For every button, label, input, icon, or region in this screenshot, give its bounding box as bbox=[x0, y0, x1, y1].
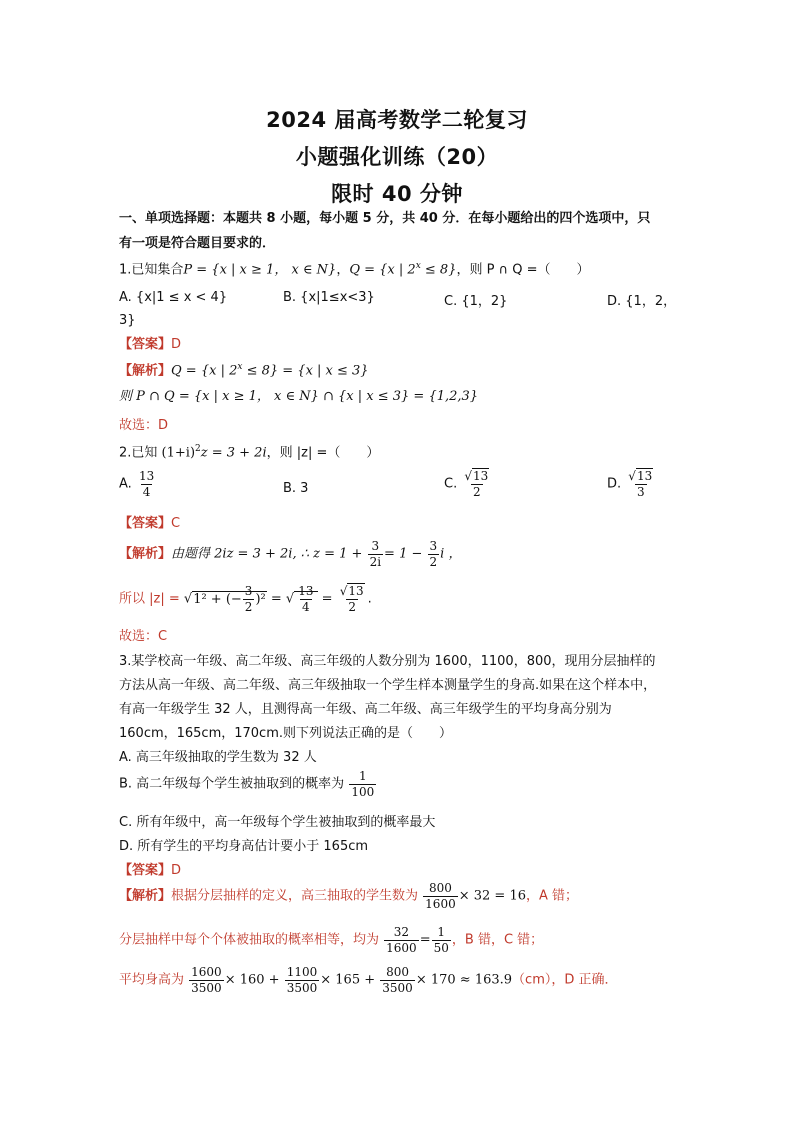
q3-analysis-2: 分层抽样中每个个体被抽取的概率相等，均为 $\frac{32}{1600}$ = $\frac{1}{50}$ ，B 错，C 错； bbox=[119, 925, 544, 955]
q2-conclusion: 故选：C bbox=[119, 629, 168, 644]
q1-option-d: D. {1，2， bbox=[607, 294, 677, 309]
section-heading-line-1: 一、单项选择题：本题共 8 小题，每小题 5 分，共 40 分．在每小题给出的四个选项中，只 bbox=[119, 211, 651, 226]
q2-stem: 2.已知 $(1+i)^2z = 3 + 2i$，则 |z| =（ ） bbox=[119, 444, 380, 461]
q2-answer: 【答案】C bbox=[119, 516, 181, 531]
q3-stem-1: 3.某学校高一年级、高二年级、高三年级的人数分别为 1600，1100，800，现用分层抽样的 bbox=[119, 654, 656, 669]
q1-analysis-1: 【解析】Q = {x | $2^x \le 8\} = \{x$ | x ≤ 3} bbox=[119, 362, 369, 379]
title-line-3: 限时 40 分钟 bbox=[331, 182, 463, 206]
title-line-2: 小题强化训练（20） bbox=[295, 145, 499, 169]
q1-analysis-2: 则 P ∩ Q = {x | x ≥ 1， x ∈ N} ∩ {x | x ≤ 3} = {1,2,3} bbox=[119, 389, 479, 404]
section-heading-line-2: 有一项是符合题目要求的． bbox=[119, 236, 276, 251]
q3-analysis-3: 平均身高为 $\frac{1600}{3500}$ × 160 + $\frac{1100}{3500}$ × 165 + $\frac{800}{3500}$ × 170 ≈ 163.9（cm），D 正确． bbox=[119, 965, 618, 995]
q1-option-c: C. {1，2} bbox=[444, 294, 508, 309]
q3-option-b: B. 高二年级每个学生被抽取到的概率为 $\frac{1}{100}$ bbox=[119, 769, 375, 799]
q2-analysis-1: 【解析】由题得 2iz = 3 + 2i, ∴ z = 1 + $\frac{3}{2i}$ = 1 − $\frac{3}{2}$ i ， bbox=[119, 539, 462, 569]
q1-option-a: A. {x|1 ≤ x < 4} bbox=[119, 290, 228, 305]
q3-stem-2: 方法从高一年级、高二年级、高三年级抽取一个学生样本测量学生的身高.如果在这个样本中， bbox=[119, 678, 657, 693]
q1-option-b: B. {x|1≤x<3} bbox=[283, 290, 375, 305]
q1-option-d-cont: 3} bbox=[119, 313, 136, 328]
q2-option-d: D. $\frac{√13}{3}$ bbox=[607, 469, 653, 499]
q2-option-c: C. $\frac{√13}{2}$ bbox=[444, 469, 489, 499]
q3-stem-4: 160cm，165cm，170cm.则下列说法正确的是（ ） bbox=[119, 726, 453, 741]
q3-stem-3: 有高一年级学生 32 人，且测得高一年级、高二年级、高三年级学生的平均身高分别为 bbox=[119, 702, 612, 717]
title-line-1: 2024 届高考数学二轮复习 bbox=[266, 108, 528, 132]
q3-option-d: D. 所有学生的平均身高估计要小于 165cm bbox=[119, 839, 369, 854]
q1-answer: 【答案】D bbox=[119, 337, 182, 352]
q2-option-a: A. $\frac{13}{4}$ bbox=[119, 469, 155, 499]
q3-analysis-1: 【解析】根据分层抽样的定义，高三抽取的学生数为 $\frac{800}{1600}$ × 32 = 16，A 错； bbox=[119, 881, 579, 911]
q3-option-c: C. 所有年级中，高一年级每个学生被抽取到的概率最大 bbox=[119, 815, 436, 830]
q3-option-a: A. 高三年级抽取的学生数为 32 人 bbox=[119, 750, 317, 765]
q2-analysis-2: 所以 |z| = √1² + (− $\frac{3}{2}$ )² = √ $\frac{13}{4}$ = $\frac{√13}{2}$ . bbox=[119, 584, 372, 614]
q2-option-b: B. 3 bbox=[283, 481, 309, 496]
q1-stem: 1.已知集合P = {x | x ≥ 1， x ∈ N}，Q = {x | $2^x \le 8$}，则 P ∩ Q =（ ） bbox=[119, 261, 590, 278]
q1-conclusion: 故选：D bbox=[119, 418, 169, 433]
q3-answer: 【答案】D bbox=[119, 863, 182, 878]
